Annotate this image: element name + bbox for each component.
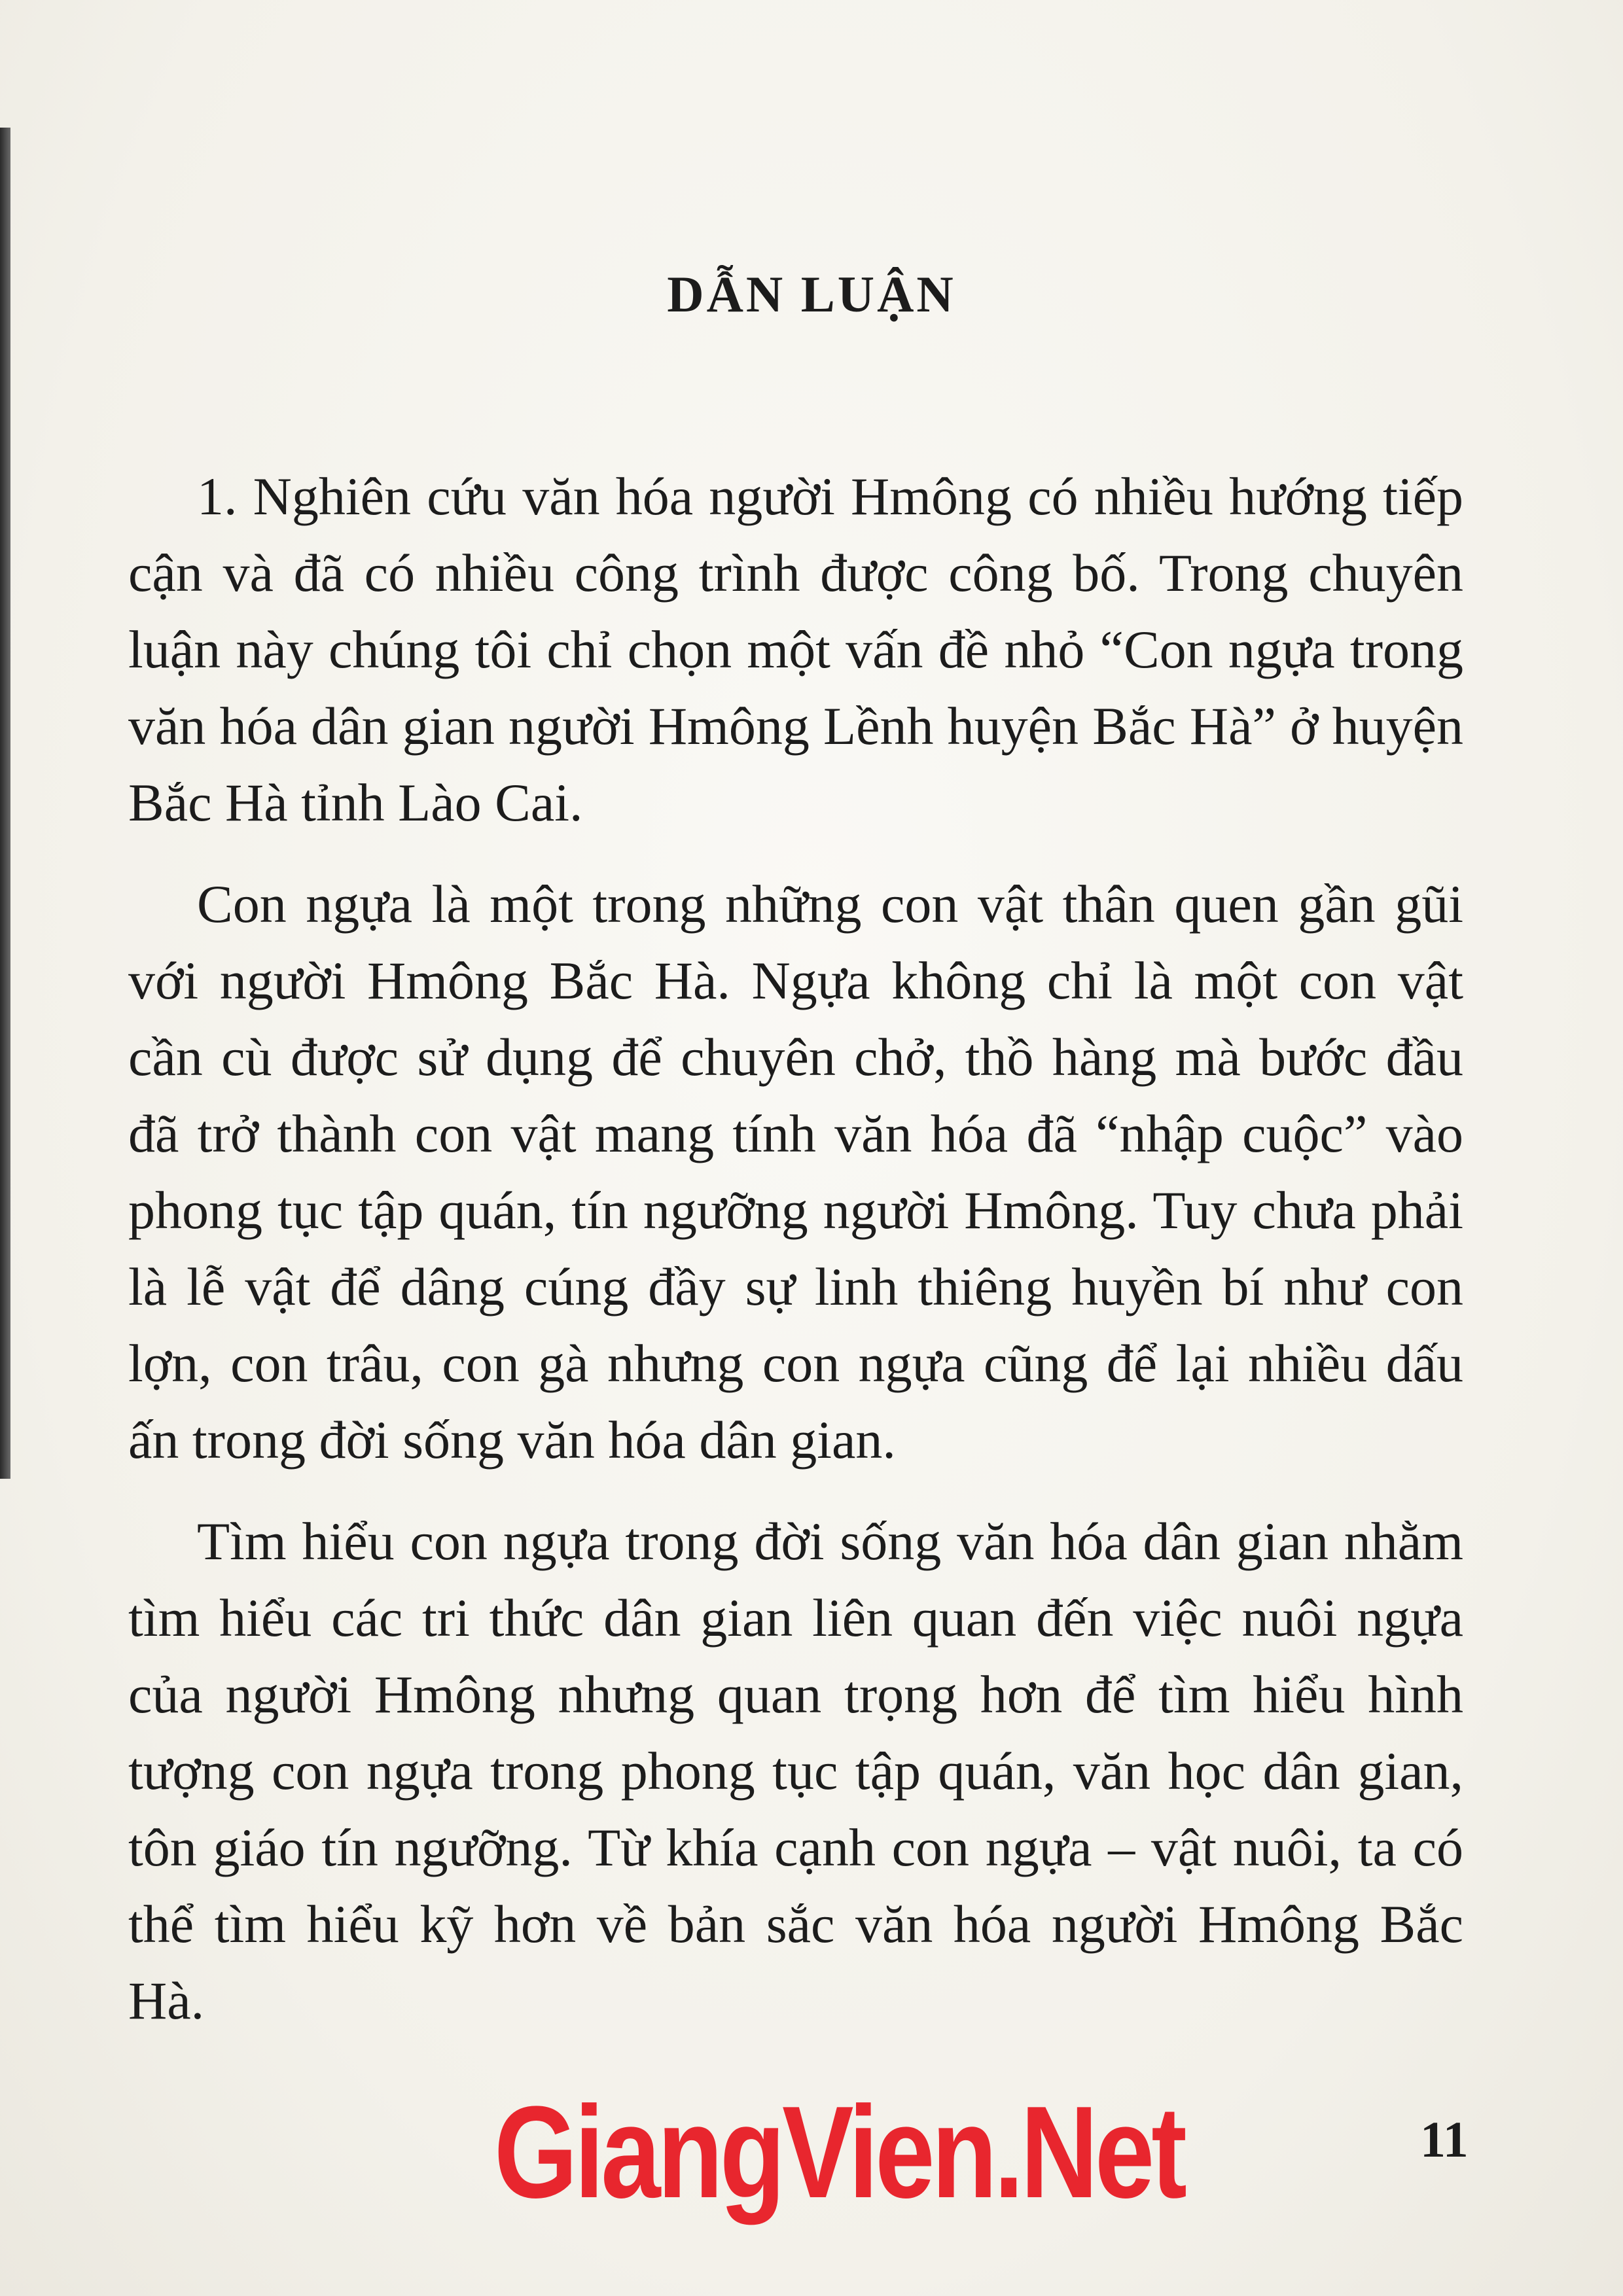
- paragraph-3: Tìm hiểu con ngựa trong đời sống văn hóa dân gian nhằm tìm hiểu các tri thức dân gian liên quan đến việc nuôi ngựa của người Hmông nhưng quan trọng hơn để tìm hiểu hình tượng con ngựa trong phong tục tập quán, văn học dân gian, tôn giáo tín ngưỡng. Từ khía cạnh con ngựa – vật nuôi, ta có thể tìm hiểu kỹ hơn về bản sắc văn hóa người Hmông Bắc Hà.: [128, 1511, 1463, 2030]
- watermark-logo: GiangVien.Net: [494, 2079, 1184, 2225]
- chapter-heading: DẪN LUẬN: [667, 266, 956, 323]
- paragraph-1: 1. Nghiên cứu văn hóa người Hmông có nhiều hướng tiếp cận và đã có nhiều công trình được công bố. Trong chuyên luận này chúng tôi chỉ chọn một vấn đề nhỏ “Con ngựa trong văn hóa dân gian người Hmông Lềnh huyện Bắc Hà” ở huyện Bắc Hà tỉnh Lào Cai.: [128, 467, 1463, 832]
- page-number: 11: [1420, 2111, 1469, 2168]
- paragraph-2: Con ngựa là một trong những con vật thân quen gần gũi với người Hmông Bắc Hà. Ngựa không chỉ là một con vật cần cù được sử dụng để chuyên chở, thồ hàng mà bước đầu đã trở thành con vật mang tính văn hóa đã “nhập cuộc” vào phong tục tập quán, tín ngưỡng người Hmông. Tuy chưa phải là lễ vật để dâng cúng đầy sự linh thiêng huyền bí như con lợn, con trâu, con gà nhưng con ngựa cũng để lại nhiều dấu ấn trong đời sống văn hóa dân gian.: [128, 874, 1463, 1470]
- body-text: [128, 458, 1463, 2064]
- page-binding-edge: [0, 128, 10, 1479]
